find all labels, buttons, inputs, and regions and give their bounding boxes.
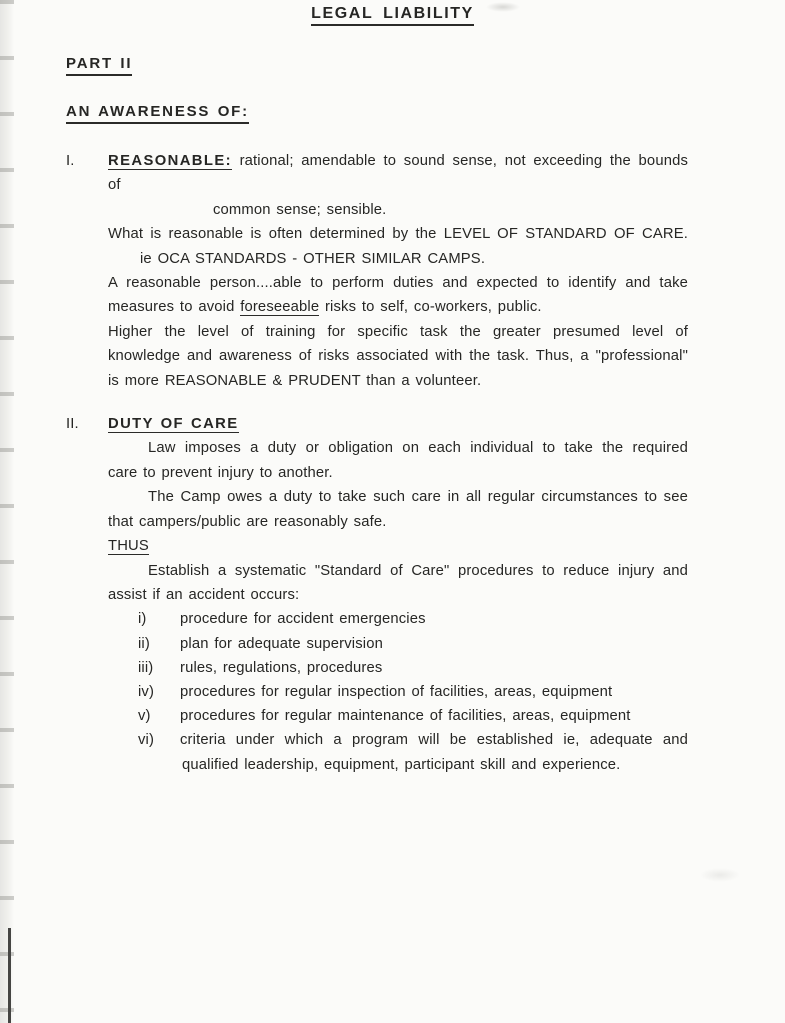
text-line — [108, 412, 688, 436]
list-item — [138, 607, 688, 631]
list-item — [138, 680, 688, 704]
list-item-text: procedure for accident emergencies — [180, 611, 426, 628]
section-numeral: II. — [66, 416, 79, 433]
list-item-text: procedures for regular inspection of facilities, areas, equipment — [180, 683, 613, 700]
text-line: A reasonable person....able to perform duties and expected to identify and take — [108, 275, 688, 292]
awareness-heading: AN AWARENESS OF: — [66, 103, 249, 124]
underlined-word-foreseeable: foreseeable — [240, 299, 320, 316]
scan-smudge — [700, 868, 740, 882]
duty-of-care-heading: DUTY OF CARE — [108, 416, 239, 433]
section-body — [108, 412, 688, 777]
section-duty-of-care — [66, 412, 785, 777]
text-line: What is reasonable is often determined by the LEVEL OF STANDARD OF CARE. — [108, 226, 688, 243]
list-item — [138, 632, 688, 656]
scan-edge-shadow — [8, 928, 11, 1023]
part-heading: PART II — [66, 55, 132, 76]
text-segment: risks to self, co-workers, public. — [319, 299, 542, 316]
text-line: Higher the level of training for specific task the greater presumed level of — [108, 323, 688, 340]
text-line: knowledge and awareness of risks associated with the task. Thus, a "professional" — [108, 348, 688, 365]
text-line — [108, 149, 688, 198]
text-segment: rational; amendable to sound sense, not exceeding the bounds of — [108, 153, 688, 194]
title-row — [0, 0, 785, 26]
thus-heading: THUS — [108, 538, 149, 555]
list-item-numeral — [138, 753, 180, 777]
list-item-numeral: iv) — [138, 683, 155, 700]
list-item — [138, 728, 688, 752]
list-item-text: plan for adequate supervision — [180, 635, 383, 652]
section-reasonable — [66, 149, 785, 393]
list-item-text: criteria under which a program will be established ie, adequate and — [180, 732, 688, 749]
scan-smudge — [486, 2, 520, 12]
text-line: assist if an accident occurs: — [108, 586, 300, 603]
text-line: ie OCA STANDARDS - OTHER SIMILAR CAMPS. — [140, 250, 486, 267]
list-item-numeral: i) — [138, 611, 147, 628]
procedures-list — [138, 607, 688, 776]
list-item-text: procedures for regular maintenance of facilities, areas, equipment — [180, 708, 631, 725]
text-line: is more REASONABLE & PRUDENT than a volunteer. — [108, 372, 482, 389]
text-line: that campers/public are reasonably safe. — [108, 513, 387, 530]
list-item — [138, 656, 688, 680]
section-body — [108, 149, 688, 393]
list-item-text: qualified leadership, equipment, participant skill and experience. — [182, 756, 621, 773]
text-line: The Camp owes a duty to take such care in all regular circumstances to see — [148, 489, 688, 506]
awareness-heading-row — [66, 103, 785, 124]
text-line: care to prevent injury to another. — [108, 464, 333, 481]
term-reasonable: REASONABLE: — [108, 153, 232, 169]
scan-binding-edge — [0, 0, 14, 1023]
part-heading-row — [66, 55, 785, 76]
list-item-numeral: ii) — [138, 635, 150, 652]
text-line: common sense; sensible. — [213, 201, 387, 218]
list-item-numeral: iii) — [138, 659, 154, 676]
text-line: Establish a systematic "Standard of Care" procedures to reduce injury and — [148, 562, 688, 579]
text-line — [108, 295, 688, 319]
list-item-numeral: v) — [138, 708, 151, 725]
document-title: LEGAL LIABILITY — [311, 5, 474, 26]
text-line: Law imposes a duty or obligation on each individual to take the required — [148, 440, 688, 457]
section-numeral: I. — [66, 153, 75, 169]
text-line — [108, 534, 688, 558]
list-item-continuation — [138, 753, 688, 777]
list-item-numeral: vi) — [138, 732, 155, 749]
text-segment: measures to avoid — [108, 299, 241, 316]
list-item-text: rules, regulations, procedures — [180, 659, 383, 676]
list-item — [138, 704, 688, 728]
